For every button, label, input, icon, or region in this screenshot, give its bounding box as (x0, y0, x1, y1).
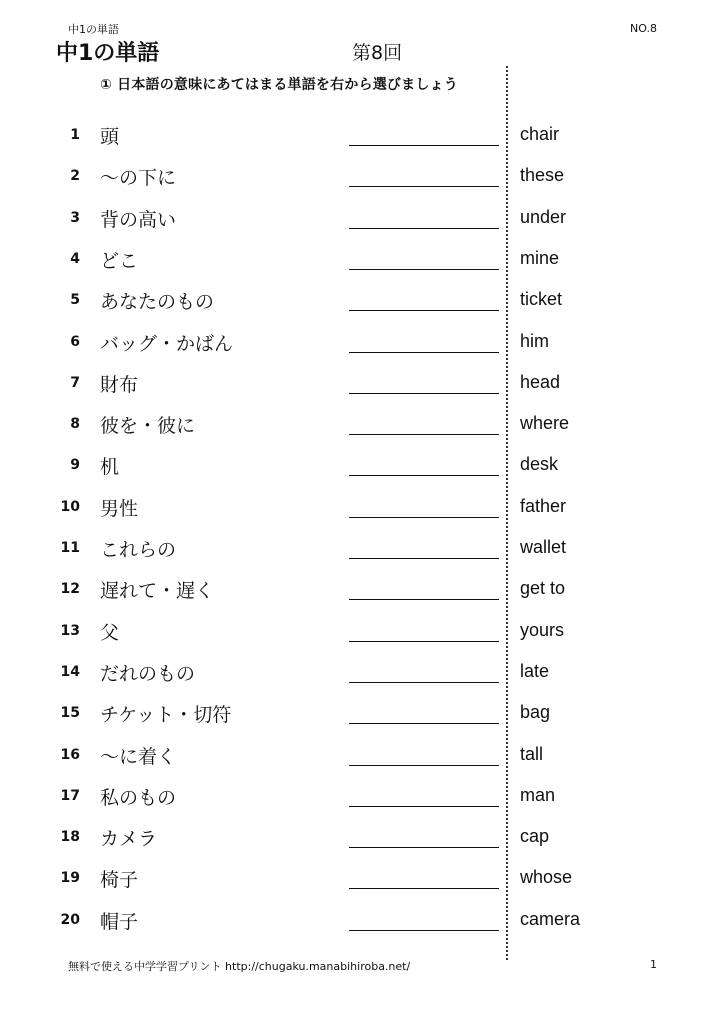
question-number: 2 (70, 168, 80, 185)
question-number: 12 (60, 581, 80, 598)
question-number: 16 (60, 746, 80, 763)
choice-word: where (520, 413, 570, 434)
question-number: 8 (70, 416, 80, 433)
dotted-divider (506, 66, 508, 960)
question-number: 14 (60, 663, 80, 680)
choice-word: late (520, 660, 550, 681)
question-japanese: 机 (100, 456, 120, 479)
question-number: 15 (60, 705, 80, 722)
answer-line[interactable] (349, 888, 499, 889)
page-number: 1 (650, 958, 657, 971)
choice-word: yours (520, 619, 565, 640)
choice-word: tall (520, 743, 544, 764)
question-japanese: 私のもの (100, 786, 177, 809)
question-japanese: カメラ (100, 828, 158, 851)
question-number: 1 (70, 127, 80, 143)
answer-line[interactable] (349, 228, 499, 229)
answer-line[interactable] (349, 765, 499, 766)
sheet-number: NO.8 (630, 22, 657, 35)
answer-line[interactable] (349, 930, 499, 931)
question-japanese: あなたのもの (100, 291, 215, 314)
choice-word: chair (520, 124, 560, 144)
footer-credit: 無料で使える中学学習プリント http://chugaku.manabihiroba.net/ (68, 960, 411, 973)
question-number: 19 (60, 870, 80, 887)
answer-line[interactable] (349, 517, 499, 518)
choice-word: desk (520, 454, 559, 475)
answer-line[interactable] (349, 682, 499, 683)
question-number: 11 (60, 540, 80, 556)
question-number: 5 (70, 292, 80, 309)
choice-word: wallet (520, 537, 567, 557)
question-japanese: 父 (100, 621, 120, 644)
question-japanese: 彼を・彼に (100, 415, 196, 438)
choice-word: man (520, 784, 556, 805)
small-title: 中1の単語 (68, 23, 119, 36)
question-number: 4 (70, 250, 80, 267)
question-number: 3 (70, 209, 80, 226)
answer-line[interactable] (349, 806, 499, 807)
question-japanese: 男性 (100, 497, 139, 520)
choice-word: mine (520, 247, 560, 268)
answer-line[interactable] (349, 723, 499, 724)
question-japanese: これらの (100, 539, 177, 561)
question-japanese: どこ (100, 249, 139, 272)
question-number: 10 (60, 498, 80, 515)
answer-line[interactable] (349, 393, 499, 394)
answer-line[interactable] (349, 352, 499, 353)
answer-line[interactable] (349, 599, 499, 600)
choice-word: camera (520, 908, 581, 929)
choice-word: whose (520, 867, 573, 888)
instruction: ① 日本語の意味にあてはまる単語を右から選びましょう (100, 77, 458, 93)
question-japanese: 〜に着く (100, 745, 177, 768)
page-title: 中1の単語 (56, 41, 160, 66)
question-japanese: 背の高い (100, 208, 177, 231)
question-number: 20 (60, 911, 80, 928)
question-number: 6 (70, 333, 80, 350)
answer-line[interactable] (349, 641, 499, 642)
choice-word: under (520, 206, 567, 227)
answer-line[interactable] (349, 847, 499, 848)
choice-word: cap (520, 826, 550, 847)
choice-word: bag (520, 702, 551, 723)
question-japanese: 財布 (100, 373, 139, 396)
choice-word: get to (520, 578, 566, 599)
question-japanese: だれのもの (100, 662, 196, 685)
answer-line[interactable] (349, 558, 499, 559)
question-number: 9 (70, 457, 80, 474)
answer-line[interactable] (349, 434, 499, 435)
question-number: 7 (70, 374, 80, 391)
round-label: 第8回 (352, 42, 403, 64)
question-japanese: 椅子 (100, 869, 139, 892)
choice-word: ticket (520, 289, 563, 310)
answer-line[interactable] (349, 475, 499, 476)
answer-line[interactable] (349, 310, 499, 311)
question-japanese: バッグ・かばん (100, 332, 234, 355)
answer-line[interactable] (349, 269, 499, 270)
question-japanese: 遅れて・遅く (100, 580, 215, 603)
choice-word: these (520, 165, 565, 186)
question-japanese: 〜の下に (100, 167, 177, 190)
choice-word: father (520, 495, 567, 516)
choice-word: head (520, 371, 561, 392)
question-japanese: チケット・切符 (100, 704, 232, 727)
answer-line[interactable] (349, 145, 499, 146)
question-japanese: 頭 (100, 126, 120, 148)
answer-line[interactable] (349, 186, 499, 187)
question-number: 18 (60, 829, 80, 846)
question-number: 13 (60, 622, 80, 639)
choice-word: him (520, 330, 550, 351)
question-japanese: 帽子 (100, 910, 139, 933)
question-number: 17 (60, 787, 80, 804)
